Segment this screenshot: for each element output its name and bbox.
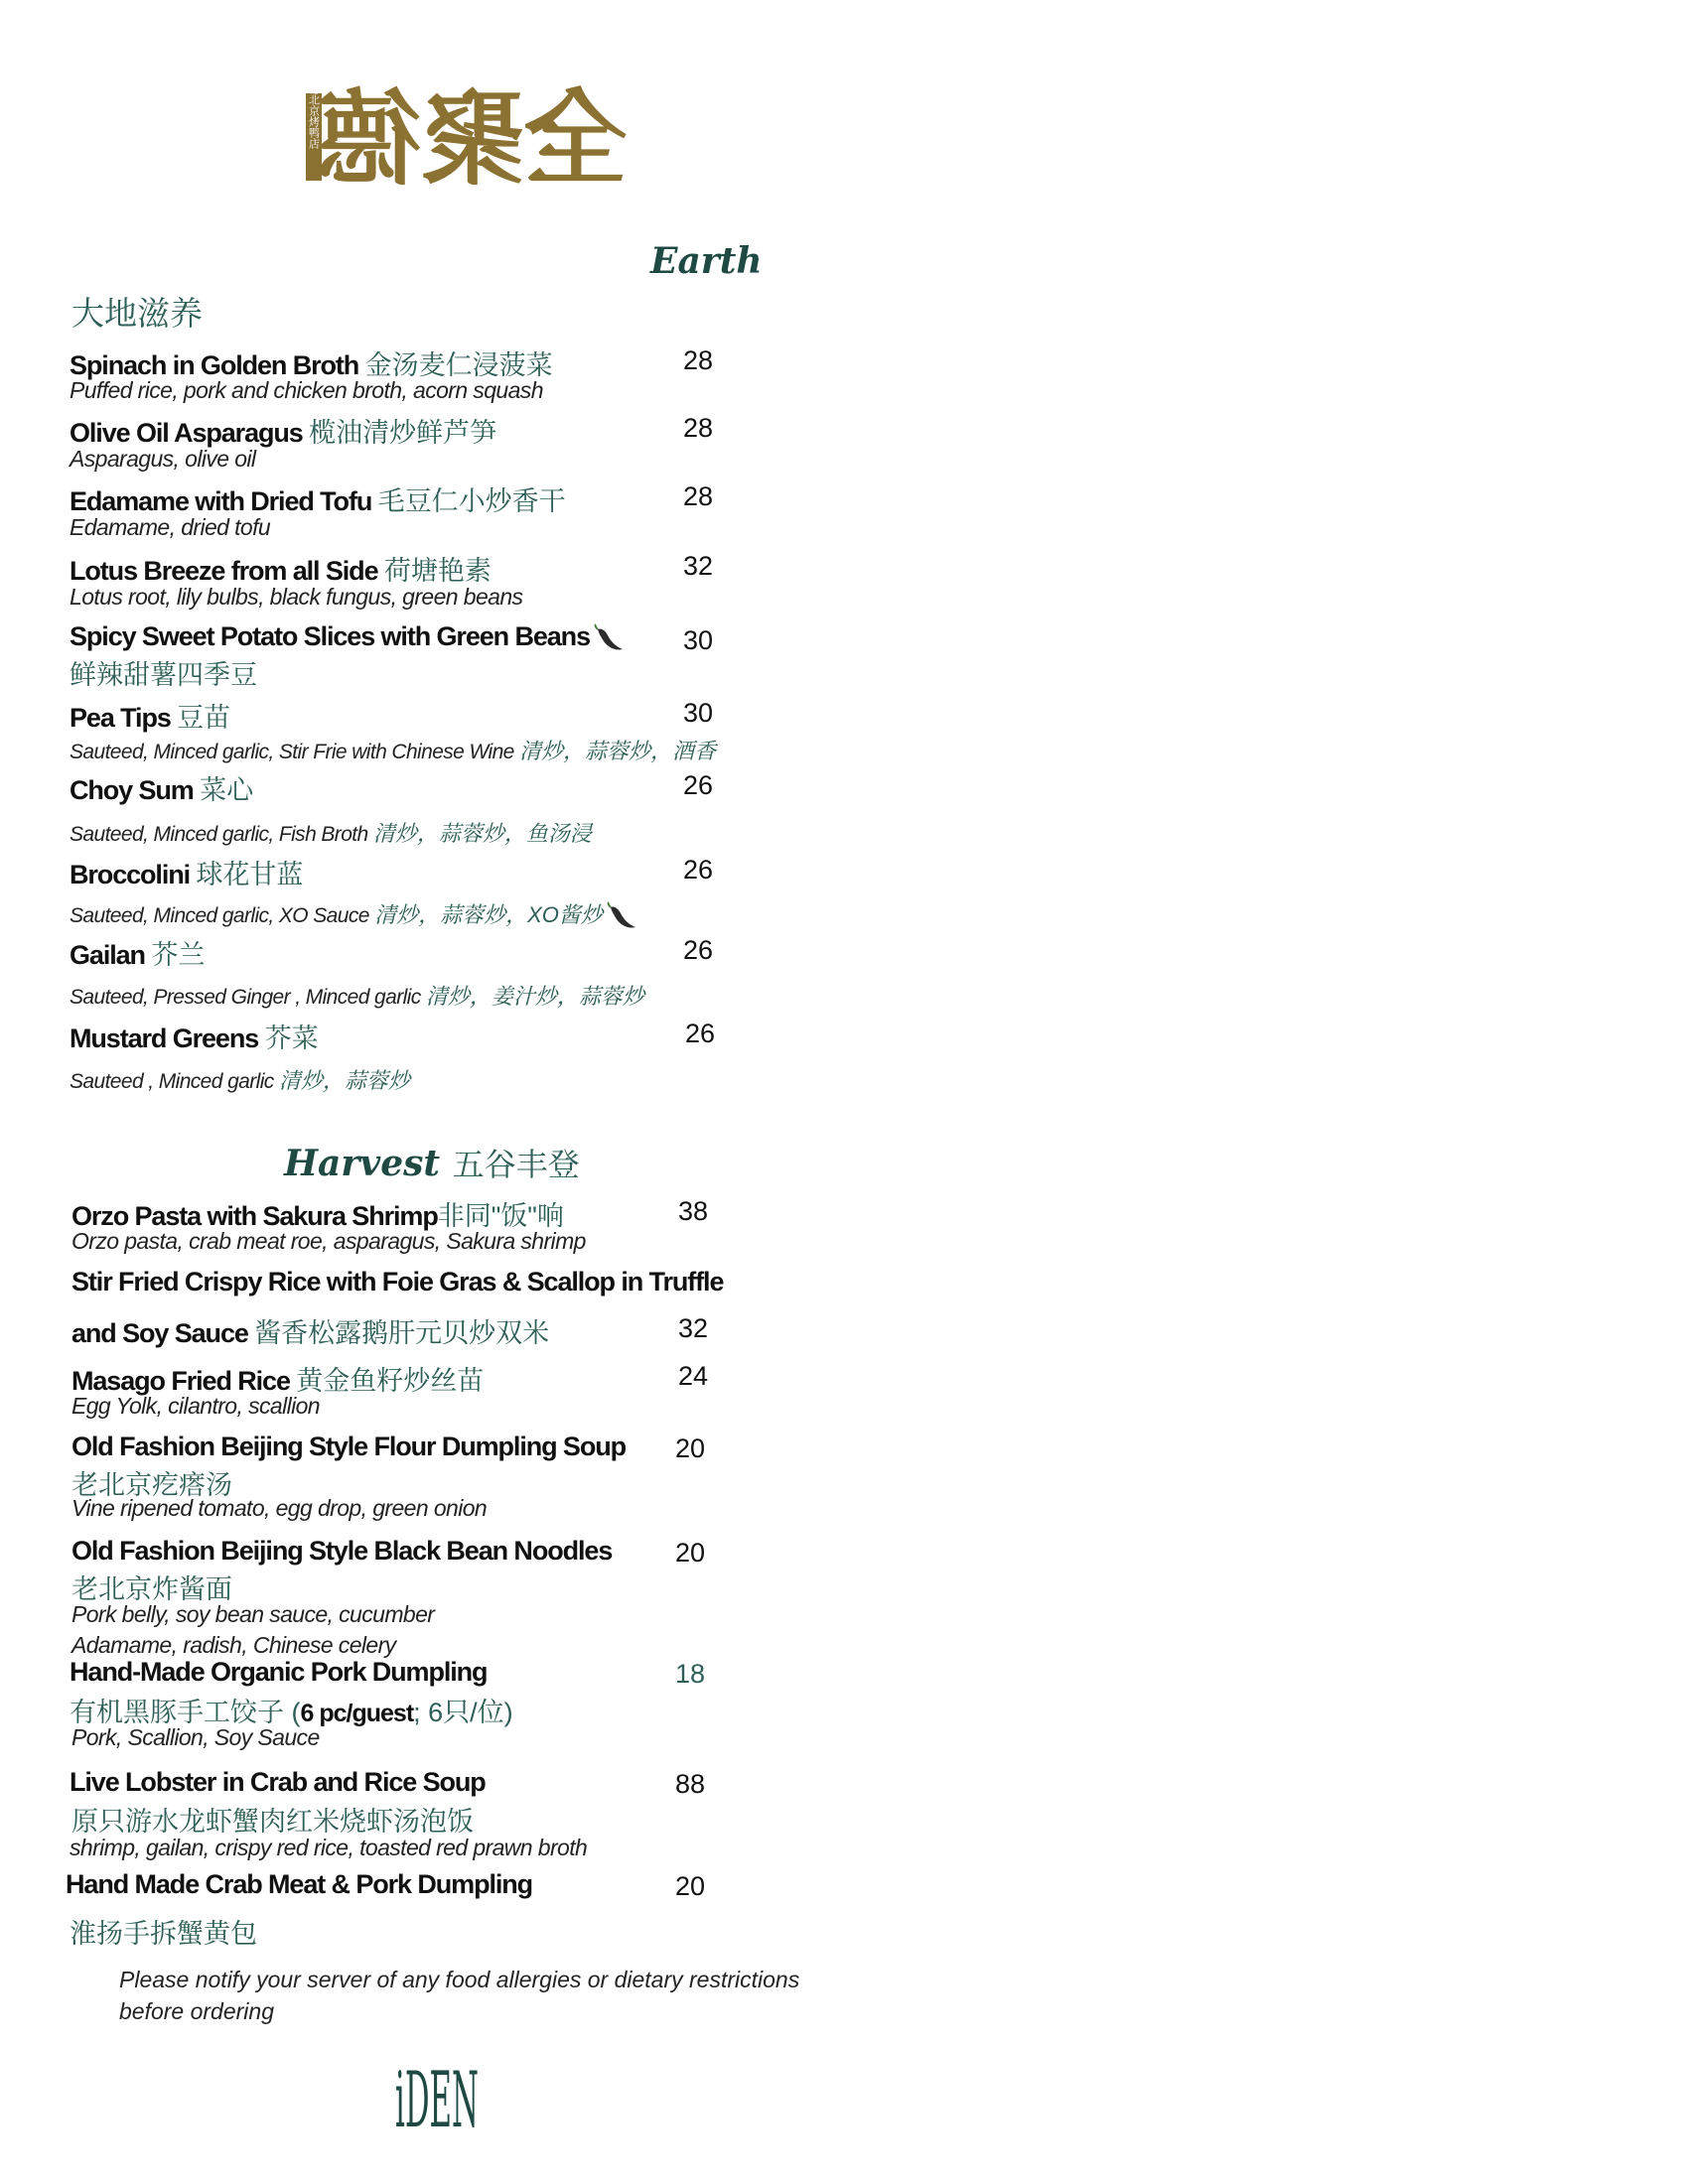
menu-item-name: Hand Made Crab Meat & Pork Dumpling: [66, 1869, 533, 1899]
section-title-harvest: Harvest 五谷丰登: [284, 1143, 580, 1184]
menu-item-name-cn: 有机黑豚手工饺子 (6 pc/guest; 6只/位): [70, 1698, 513, 1727]
menu-item-desc: Orzo pasta, crab meat roe, asparagus, Sakura shrimp: [71, 1228, 586, 1254]
menu-item-price: 30: [683, 698, 714, 728]
menu-item-name: Spinach in Golden Broth 金汤麦仁浸菠菜: [70, 350, 553, 380]
menu-item-price: 32: [683, 551, 714, 581]
menu-item-price: 26: [683, 935, 714, 965]
menu-item-name: Edamame with Dried Tofu 毛豆仁小炒香干: [70, 486, 566, 516]
menu-item-name: Gailan 芥兰: [70, 940, 206, 970]
menu-item-desc: shrimp, gailan, crispy red rice, toasted red prawn broth: [70, 1835, 588, 1860]
menu-item-desc: Sauteed, Minced garlic, Fish Broth 清炒，蒜蓉炒，鱼汤浸: [70, 821, 592, 846]
menu-item-price: 20: [675, 1871, 706, 1901]
menu-item-name: Spicy Sweet Potato Slices with Green Beans: [70, 621, 626, 653]
brand-logo-text: iDEN: [395, 2056, 479, 2145]
menu-item-name: Masago Fried Rice 黄金鱼籽炒丝苗: [71, 1366, 485, 1396]
section-title-earth: Earth: [650, 240, 763, 282]
menu-item-price: 38: [678, 1196, 709, 1226]
menu-item-price: 26: [685, 1019, 716, 1048]
menu-item-desc: Sauteed, Pressed Ginger , Minced garlic 清炒，姜汁炒，蒜蓉炒: [70, 984, 644, 1009]
allergy-note-line-1: Please notify your server of any food allergies or dietary restrictions: [119, 1967, 800, 1992]
menu-item-price: 18: [675, 1659, 706, 1689]
menu-item-desc: Sauteed , Minced garlic 清炒，蒜蓉炒: [70, 1068, 410, 1093]
menu-item-price: 26: [683, 770, 714, 800]
menu-item-name: Orzo Pasta with Sakura Shrimp非同"饭"响: [71, 1201, 564, 1231]
menu-item-desc: Lotus root, lily bulbs, black fungus, green beans: [70, 584, 523, 610]
menu-item-price: 24: [678, 1361, 709, 1391]
menu-item-price: 28: [683, 345, 714, 375]
menu-item-desc: Sauteed, Minced garlic, Stir Frie with Chinese Wine 清炒，蒜蓉炒，酒香: [70, 739, 717, 763]
menu-item-price: 28: [683, 481, 714, 511]
restaurant-logo: [298, 62, 629, 200]
menu-item-desc: Pork, Scallion, Soy Sauce: [71, 1724, 320, 1750]
menu-item-price: 30: [683, 625, 714, 655]
logo-side-text: 全聚德北京烤鸭店: [307, 62, 321, 149]
menu-item-desc: Vine ripened tomato, egg drop, green onion: [71, 1495, 488, 1521]
menu-item-name-cn: 老北京疙瘩汤: [71, 1470, 232, 1500]
menu-item-price: 28: [683, 413, 714, 443]
menu-item-price: 20: [675, 1433, 706, 1463]
menu-item-name-cn: 原只游水龙虾蟹肉红米烧虾汤泡饭: [71, 1807, 474, 1837]
menu-item-desc: Edamame, dried tofu: [70, 514, 271, 540]
menu-item-desc: Asparagus, olive oil: [70, 446, 256, 472]
menu-item-name: Choy Sum 菜心: [70, 775, 254, 805]
menu-item-name-cn: 淮扬手拆蟹黄包: [70, 1919, 257, 1949]
allergy-note: [119, 1964, 799, 2027]
chili-pepper-icon: [605, 901, 638, 931]
menu-item-name: Lotus Breeze from all Side 荷塘艳素: [70, 556, 492, 586]
menu-item-name: Live Lobster in Crab and Rice Soup: [70, 1767, 486, 1797]
menu-item-name: Old Fashion Beijing Style Black Bean Noodles: [71, 1536, 613, 1566]
section-subtitle-earth-cn: 大地滋养: [71, 295, 203, 332]
menu-item-desc-2: Adamame, radish, Chinese celery: [71, 1632, 396, 1658]
menu-item-price: 26: [683, 855, 714, 885]
menu-item-name-cn: 老北京炸酱面: [71, 1574, 232, 1604]
menu-item-name-cont: and Soy Sauce 酱香松露鹅肝元贝炒双米: [71, 1318, 550, 1348]
menu-item-desc: Puffed rice, pork and chicken broth, acorn squash: [70, 377, 543, 403]
menu-item-price: 20: [675, 1538, 706, 1568]
menu-item-desc: Pork belly, soy bean sauce, cucumber: [71, 1601, 435, 1627]
menu-item-name: Olive Oil Asparagus 榄油清炒鲜芦笋: [70, 418, 497, 448]
logo-text: 全聚德: [318, 77, 629, 200]
menu-item-name: Old Fashion Beijing Style Flour Dumpling Soup: [71, 1432, 627, 1461]
menu-item-name: Mustard Greens 芥菜: [70, 1024, 319, 1053]
chili-pepper-icon: [592, 623, 626, 653]
menu-item-price: 88: [675, 1769, 706, 1799]
brand-logo: [382, 2045, 492, 2144]
menu-item-name: Broccolini 球花甘蓝: [70, 860, 304, 889]
menu-item-name-cn: 鲜辣甜薯四季豆: [70, 660, 257, 690]
menu-item-desc: Sauteed, Minced garlic, XO Sauce 清炒，蒜蓉炒，XO酱炒: [70, 898, 638, 931]
allergy-note-line-2: before ordering: [119, 1998, 274, 2024]
menu-item-name: Hand-Made Organic Pork Dumpling: [70, 1657, 488, 1687]
menu-item-desc: Egg Yolk, cilantro, scallion: [71, 1393, 320, 1419]
menu-item-price: 32: [678, 1313, 709, 1343]
menu-item-name: Stir Fried Crispy Rice with Foie Gras & Scallop in Truffle: [71, 1267, 724, 1297]
menu-item-name: Pea Tips 豆苗: [70, 703, 231, 733]
